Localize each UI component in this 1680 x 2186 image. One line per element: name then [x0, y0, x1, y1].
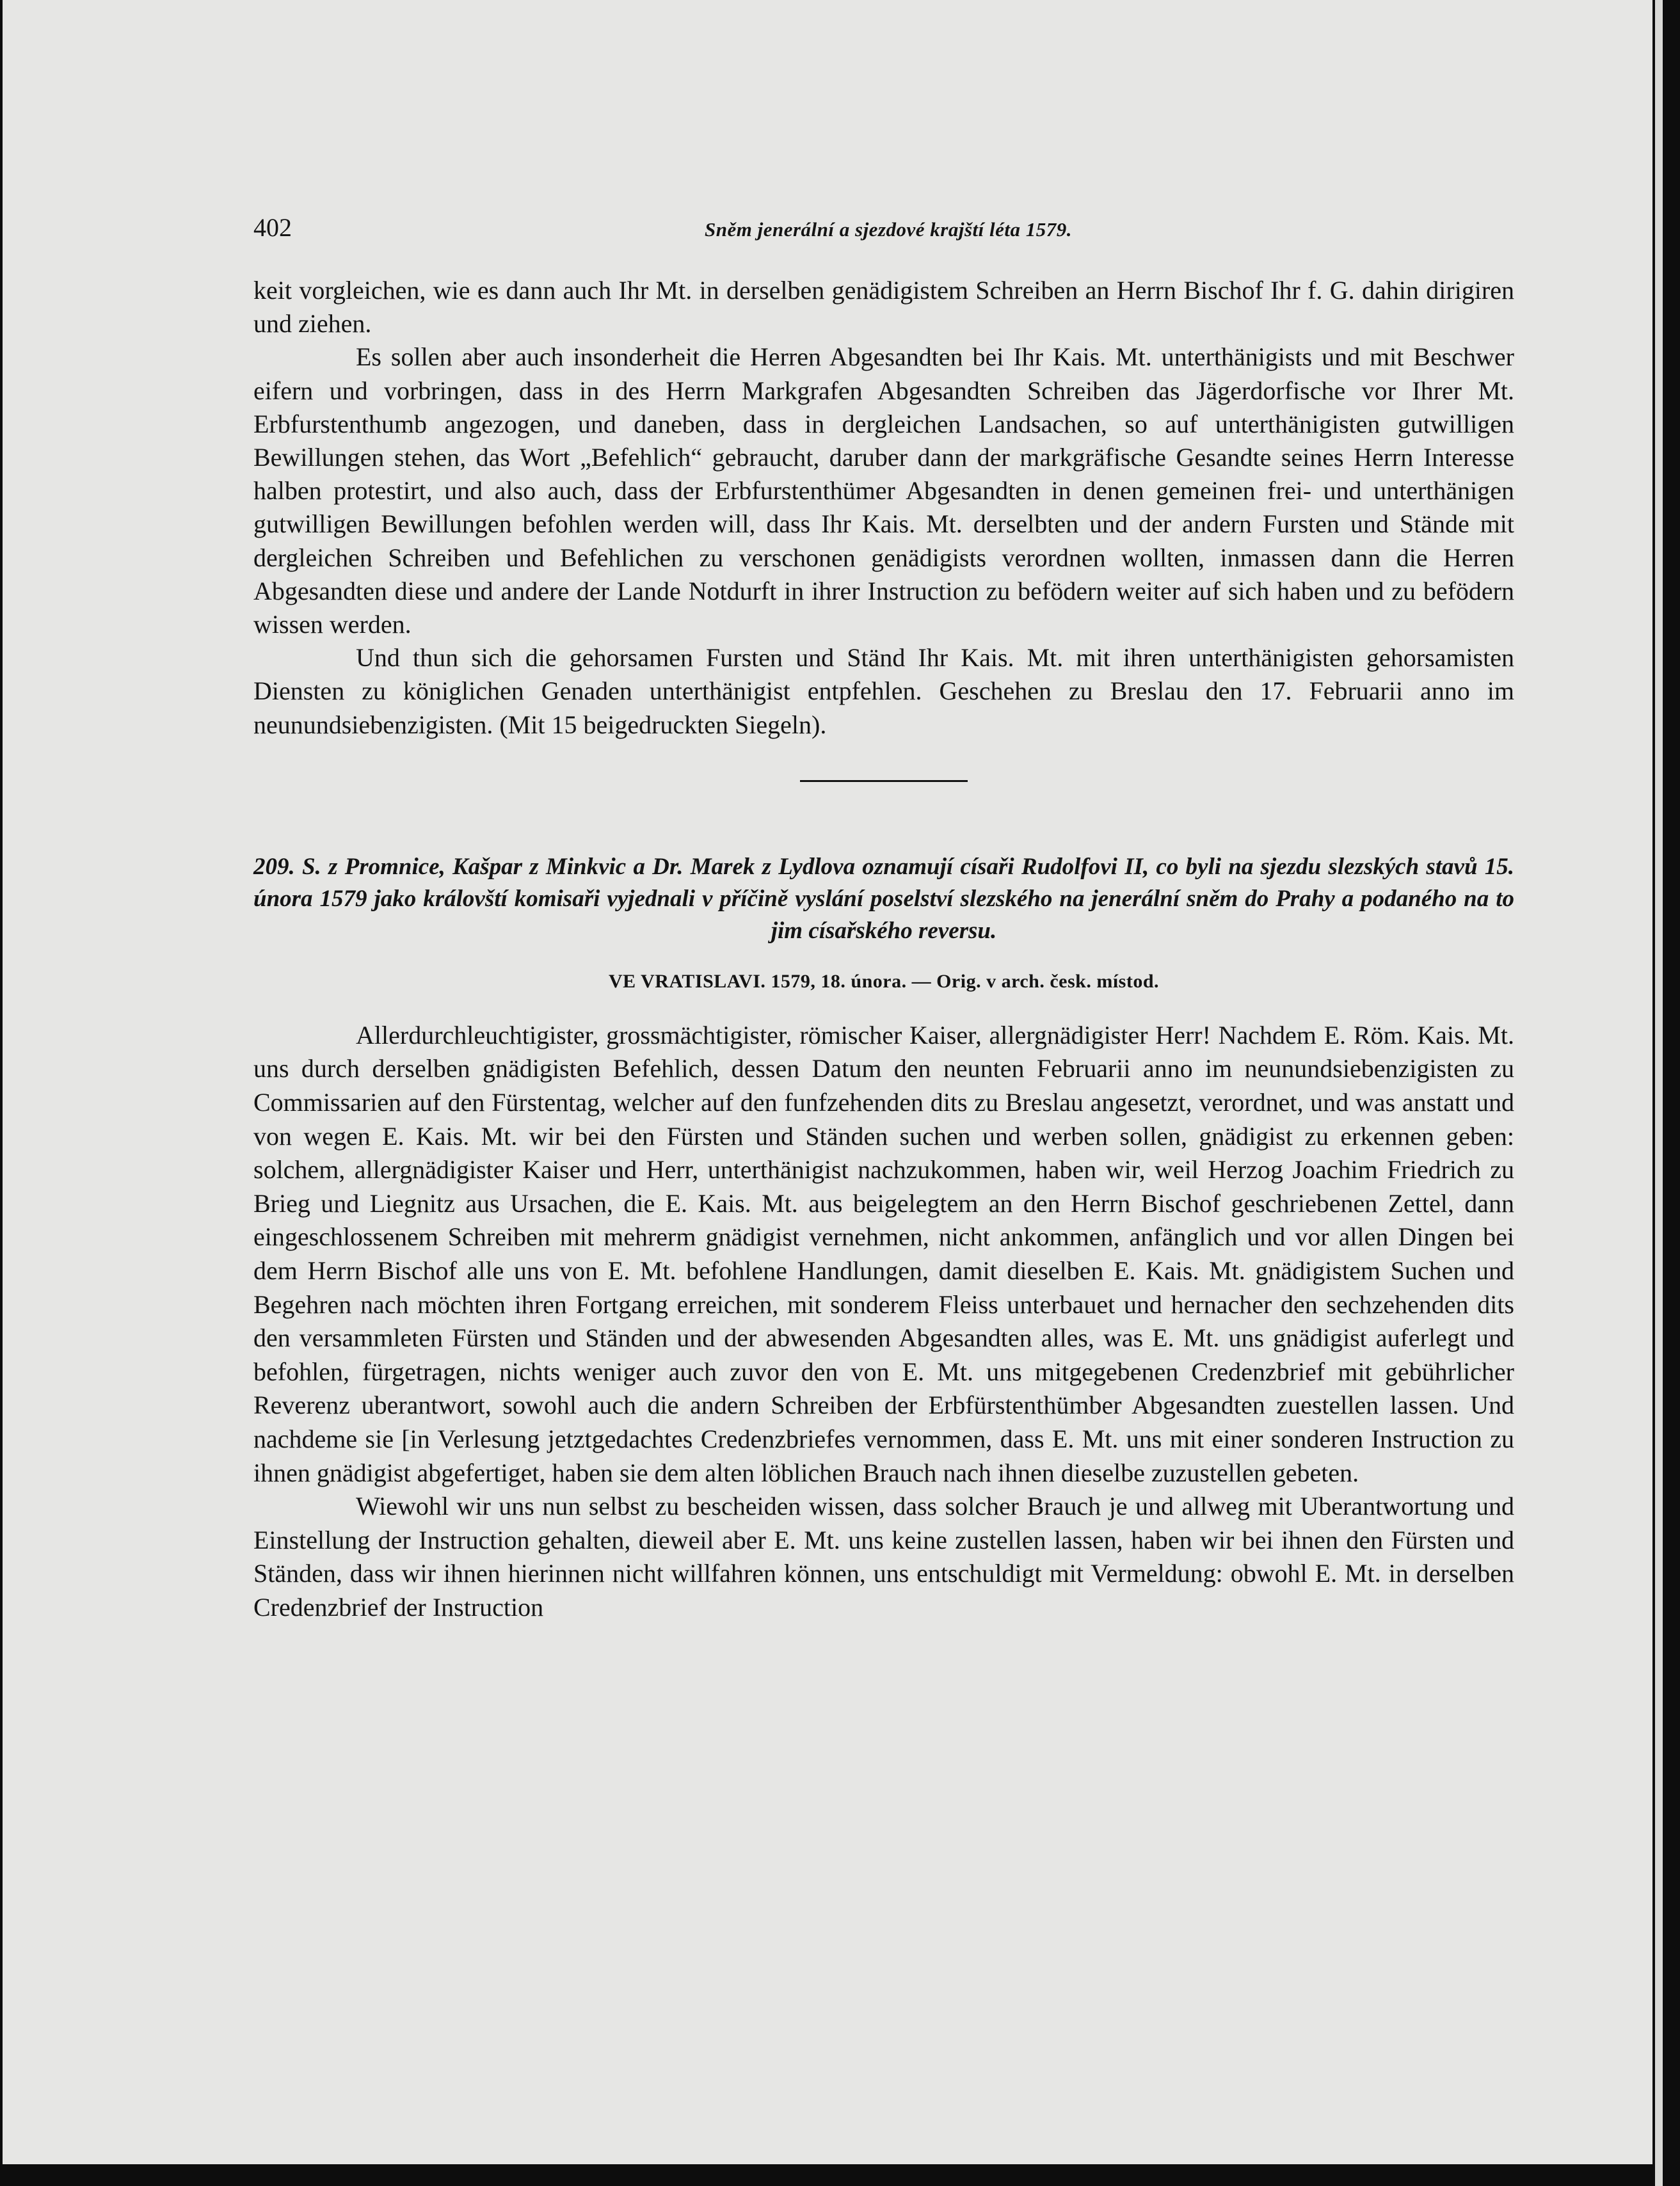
- top-section: [253, 274, 1514, 742]
- running-title: Sněm jenerální a sjezdové krajští léta 1579.: [705, 218, 1072, 241]
- paragraph: Allerdurchleuchtigister, grossmächtigister, römischer Kaiser, allergnädigister Herr! Nachdem E. Röm. Kais. Mt. uns durch derselben gnädigisten Befehlich, dessen Datum den neunten Februarii anno im neunundsiebenzigisten zu Commissarien auf den Fürstentag, welcher auf den funfzehenden dits zu Breslau angesetzt, verordnet, und was anstatt und von wegen E. Kais. Mt. wir bei den Fürsten und Ständen suchen und werben sollen, gnädigist zu erkennen geben: solchem, allergnädigister Kaiser und Herr, unterthänigist nachzukommen, haben wir, weil Herzog Joachim Friedrich zu Brieg und Liegnitz aus Ursachen, die E. Kais. Mt. aus beigelegtem an den Herrn Bischof geschriebenen Zettel, dann eingeschlossenem Schreiben mit mehrerm gnädigist vernehmen, nicht ankommen, anfänglich und vor allen Dingen bei dem Herrn Bischof alle uns von E. Mt. befohlene Handlungen, damit dieselben E. Kais. Mt. gnädigistem Suchen und Begehren nach möchten ihren Fortgang erreichen, mit sonderem Fleiss unterbauet und hernacher den sechzehenden dits den versammleten Fürsten und Ständen und der abwesenden Abgesandten alles, was E. Mt. uns gnädigist auferlegt und befohlen, fürgetragen, nichts weniger auch zuvor den von E. Mt. uns mitgegebenen Credenzbrief mit gebührlicher Reverenz uberantwort, sowohl auch die andern Schreiben der Erbfürstenthümber Abgesandten zuestellen lassen. Und nachdeme sie [in Verlesung jetztgedachtes Credenzbriefes vernommen, dass E. Mt. uns mit einer sonderen Instruction zu ihnen gnädigist abgefertiget, haben sie dem alten löblichen Brauch nach ihnen dieselbe zuzustellen gebeten.: [253, 1020, 1514, 1487]
- paragraph: Wiewohl wir uns nun selbst zu bescheiden wissen, dass solcher Brauch je und allweg mit Uberantwortung und Einstellung der Instruction gehalten, dieweil aber E. Mt. uns keine zustellen lassen, haben wir bei ihnen den Fürsten und Ständen, dass wir ihnen hierinnen nicht willfahren können, uns entschuldigt mit Vermeldung: obwohl E. Mt. in derselben Credenzbrief der Instruction: [253, 1492, 1514, 1622]
- document-body: [253, 1019, 1514, 1625]
- document-209: [253, 851, 1514, 1625]
- adjacent-page-edge: [1655, 0, 1663, 2186]
- page-number: 402: [253, 213, 292, 242]
- section-divider: [800, 780, 968, 782]
- document-dateline: VE VRATISLAVI. 1579, 18. února. — Orig. v arch. česk. místod.: [608, 970, 1160, 992]
- scanned-page: [3, 0, 1652, 2164]
- page-content: [253, 211, 1514, 1625]
- paragraph: Und thun sich die gehorsamen Fursten und Ständ Ihr Kais. Mt. mit ihren unterthänigisten gehorsamisten Diensten zu königlichen Genaden unterthänigist entpfehlen. Geschehen zu Breslau den 17. Februarii anno im neunundsiebenzigisten. (Mit 15 beigedruckten Siegeln).: [253, 643, 1514, 739]
- running-head: [253, 211, 1514, 247]
- document-heading: 209. S. z Promnice, Kašpar z Minkvic a Dr. Marek z Lydlova oznamují císaři Rudolfovi II, co byli na sjezdu slezských stavů 15. února 1579 jako královští komisaři vyjednali v příčině vyslání poselství slezského na jenerální sněm do Prahy a podaného na to jim císařského reversu.: [253, 853, 1514, 944]
- paragraph: Es sollen aber auch insonderheit die Herren Abgesandten bei Ihr Kais. Mt. unterthänigists und mit Beschwer eifern und vorbringen, dass in des Herrn Markgrafen Abgesandten Schreiben das Jägerdorfische vor Ihrer Mt. Erbfurstenthumb angezogen, und daneben, dass in dergleichen Landsachen, so auf unterthänigisten gutwilligen Bewillungen stehen, das Wort „Befehlich“ gebraucht, daruber dann der markgräfische Gesandte seines Herrn Interesse halben protestirt, und also auch, dass der Erbfurstenthümer Abgesandten in denen gemeinen frei- und unterthänigen gutwilligen Bewillungen befohlen werden will, dass Ihr Kais. Mt. derselbten und der andern Fursten und Stände mit dergleichen Schreiben und Befehlichen zu verschonen genädigists verordnen wollten, inmassen dann die Herren Abgesandten diese und andere der Lande Notdurft in ihrer Instruction zu befödern weiter auf sich haben und zu befödern wissen werden.: [253, 342, 1514, 639]
- paragraph-continuation: keit vorgleichen, wie es dann auch Ihr Mt. in derselben genädigistem Schreiben an Herrn Bischof Ihr f. G. dahin dirigiren und ziehen.: [253, 276, 1514, 339]
